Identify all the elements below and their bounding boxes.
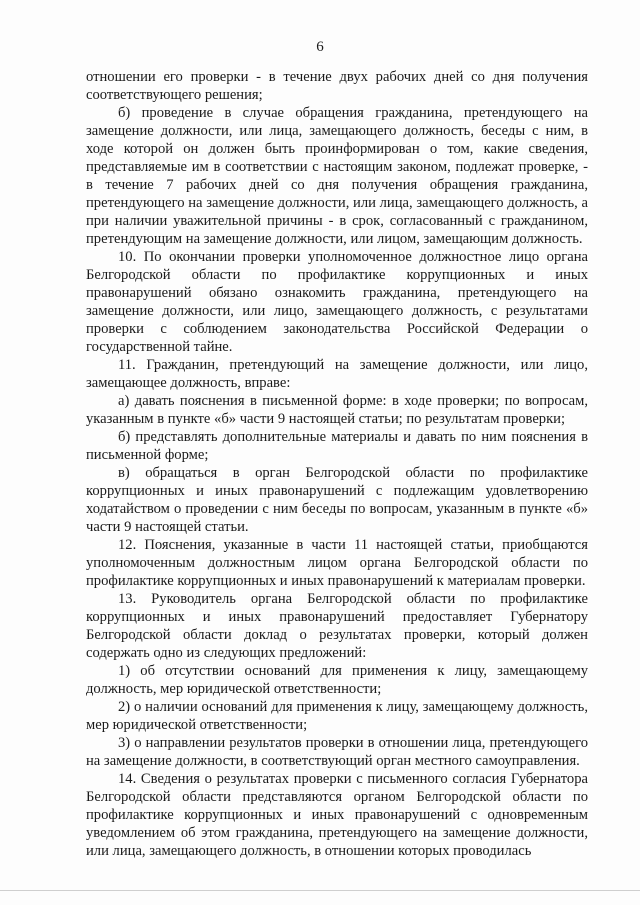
page-number: 6 <box>316 39 324 55</box>
paragraph-11-b: б) представлять дополнительные материалы и давать по ним пояснения в письменной форме; <box>86 429 588 463</box>
paragraph-11: 11. Гражданин, претендующий на замещение должности, или лицо, замещающее должность, вправе: <box>86 357 588 391</box>
paragraph-13-3: 3) о направлении результатов проверки в отношении лица, претендующего на замещение должности, в соответствующий орган местного самоуправления. <box>86 735 588 769</box>
paragraph-14: 14. Сведения о результатах проверки с письменного согласия Губернатора Белгородской области представляются органом Белгородской области по профилактике коррупционных и иных правонарушений с одновременным уведомлением об этом гражданина, претендующего на замещение должности, или лица, замещающего должность, в отношении которых проводилась <box>86 771 588 859</box>
page-bottom-edge <box>0 890 640 891</box>
paragraph-10: 10. По окончании проверки уполномоченное должностное лицо органа Белгородской области по профилактике коррупционных и иных правонарушений обязано ознакомить гражданина, претендующего на замещение должности, или лицо, замещающего должность, с результатами проверки с соблюдением законодательства Российской Федерации о государственной тайне. <box>86 249 588 355</box>
paragraph-item-b: б) проведение в случае обращения гражданина, претендующего на замещение должности, или лица, замещающего должность, беседы с ним, в ходе которой он должен быть проинформирован о том, какие сведения, представляемые им в соответствии с настоящим законом, подлежат проверке, - в течение 7 рабочих дней со дня получения обращения гражданина, претендующего на замещение должности, или лица, замещающего должность, а при наличии уважительной причины - в срок, согласованный с гражданином, претендующим на замещение должности, или лицом, замещающим должность. <box>86 105 588 247</box>
paragraph-12: 12. Пояснения, указанные в части 11 настоящей статьи, приобщаются уполномоченным должностным лицом органа Белгородской области по профилактике коррупционных и иных правонарушений к материалам проверки. <box>86 537 588 589</box>
paragraph-13-2: 2) о наличии оснований для применения к лицу, замещающему должность, мер юридической ответственности; <box>86 699 588 733</box>
paragraph-13: 13. Руководитель органа Белгородской области по профилактике коррупционных и иных правонарушений предоставляет Губернатору Белгородской области доклад о результатах проверки, который должен содержать одно из следующих предложений: <box>86 591 588 661</box>
paragraph-13-1: 1) об отсутствии оснований для применения к лицу, замещающему должность, мер юридической ответственности; <box>86 663 588 697</box>
paragraph-11-a: а) давать пояснения в письменной форме: в ходе проверки; по вопросам, указанным в пункте «б» части 9 настоящей статьи; по результатам проверки; <box>86 393 588 427</box>
paragraph-continuation: отношении его проверки - в течение двух рабочих дней со дня получения соответствующего решения; <box>86 69 588 103</box>
document-body <box>86 68 588 860</box>
paragraph-11-v: в) обращаться в орган Белгородской области по профилактике коррупционных и иных правонарушений с подлежащим удовлетворению ходатайством о проведении с ним беседы по вопросам, указанным в пункте «б» части 9 настоящей статьи. <box>86 465 588 535</box>
